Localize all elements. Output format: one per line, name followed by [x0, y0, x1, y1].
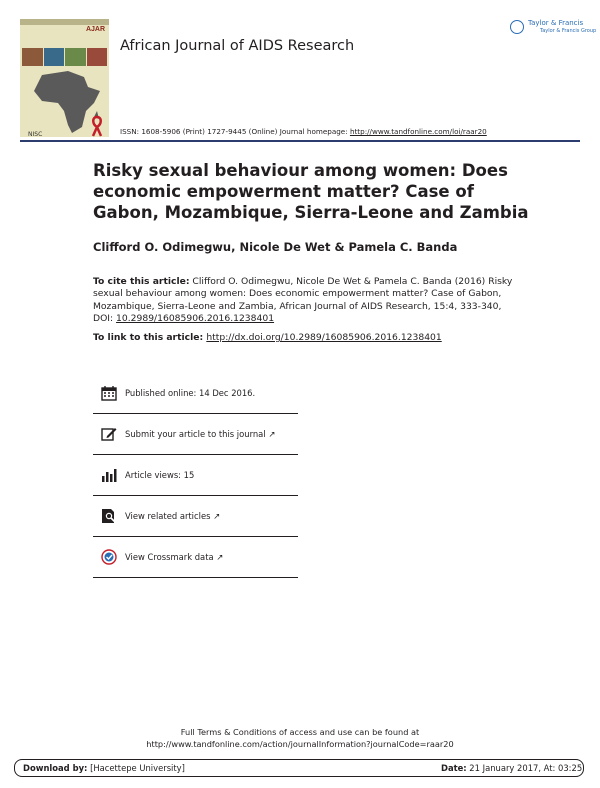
article-title: Risky sexual behaviour among women: Does economic empowerment matter? Case of Gabon, Mozambique, Sierra-Leone and Zambia: [93, 161, 529, 222]
issn-line: [120, 127, 487, 136]
related-articles-label: View related articles: [125, 511, 211, 521]
terms-url[interactable]: http://www.tandfonline.com/action/journalInformation?journalCode=raar20: [146, 738, 454, 749]
crossmark-link[interactable]: [125, 552, 223, 562]
terms-line: Full Terms & Conditions of access and use can be found at: [180, 727, 420, 737]
calendar-icon: [101, 385, 117, 401]
crossmark-label: View Crossmark data: [125, 552, 214, 562]
edit-icon: [101, 426, 117, 442]
article-authors: Clifford O. Odimegwu, Nicole De Wet & Pamela C. Banda: [93, 240, 458, 254]
article-views-text: Article views: 15: [125, 470, 195, 480]
published-online-text: Published online: 14 Dec 2016.: [125, 388, 256, 398]
downloaded-by-value: [Hacettepe University]: [87, 763, 185, 773]
downloaded-by-label: Download by:: [23, 763, 88, 773]
cover-footer-label: NISC: [28, 131, 43, 137]
cover-label: AJAR: [85, 26, 105, 33]
journal-title[interactable]: African Journal of AIDS Research: [120, 38, 355, 54]
publisher-logo-group: Taylor & Francis Group: [540, 28, 597, 34]
download-info-bar: [14, 759, 584, 777]
issn-text: ISSN: 1608-5906 (Print) 1727-9445 (Online) Journal homepage:: [120, 127, 350, 136]
download-date-value: 21 January 2017, At: 03:25: [466, 763, 583, 773]
cover-top-bar: [20, 19, 109, 25]
bar-chart-icon: [101, 467, 117, 483]
published-online-row: [93, 372, 298, 414]
cover-photo-strip: [22, 48, 107, 66]
article-doi-url[interactable]: http://dx.doi.org/10.2989/16085906.2016.1238401: [206, 332, 442, 343]
citation-block: [93, 276, 523, 326]
external-link-icon: ↗: [216, 552, 224, 562]
crossmark-row[interactable]: [93, 536, 298, 578]
terms-footer: [0, 727, 600, 750]
article-link-label: To link to this article:: [93, 332, 207, 343]
related-articles-row[interactable]: [93, 495, 298, 537]
journal-homepage-link[interactable]: http://www.tandfonline.com/loi/raar20: [349, 127, 487, 136]
citation-doi-link[interactable]: 10.2989/16085906.2016.1238401: [116, 313, 275, 325]
related-articles-link[interactable]: [125, 511, 220, 521]
journal-cover-image: [20, 19, 109, 137]
publisher-logo[interactable]: [510, 18, 597, 38]
download-date-label: Date:: [441, 763, 467, 773]
downloaded-by: [23, 763, 185, 773]
document-search-icon: [101, 508, 117, 524]
citation-text: Clifford O. Odimegwu, Nicole De Wet & Pamela C. Banda (2016) Risky sexual behaviour among women: Does economic empowerment matter? Case of Gabon, Mozambique, Sierra-Leone and Zambia, African Journal of AIDS Research, 15:4, 333-340, DOI:: [93, 276, 513, 325]
publisher-logo-name: Taylor & Francis: [528, 19, 584, 27]
crossmark-icon: [101, 549, 117, 565]
publisher-logo-icon: [510, 20, 524, 34]
external-link-icon: ↗: [268, 429, 276, 439]
header-divider: [20, 140, 580, 142]
submit-article-label: Submit your article to this journal: [125, 429, 266, 439]
red-ribbon-icon: [90, 115, 104, 137]
submit-article-link[interactable]: [125, 429, 275, 439]
article-views-row: [93, 454, 298, 496]
citation-label: To cite this article:: [93, 276, 190, 287]
submit-article-row[interactable]: [93, 413, 298, 455]
external-link-icon: ↗: [213, 511, 221, 521]
article-link-line: [93, 332, 442, 343]
download-date: [441, 763, 582, 773]
